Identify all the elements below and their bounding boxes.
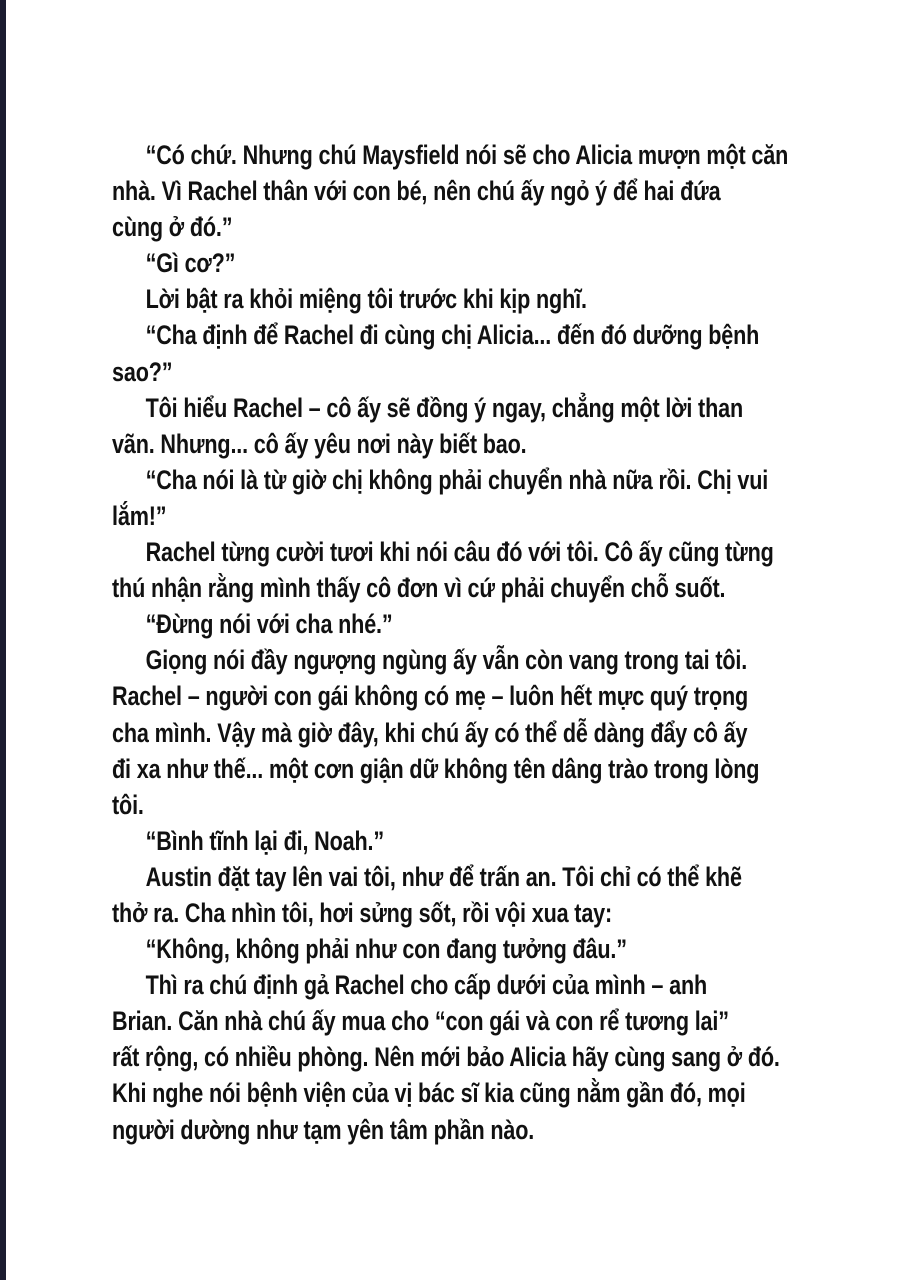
text-line: đi xa như thế... một cơn giận dữ không tên dâng trào trong lòng bbox=[112, 753, 760, 784]
text-line: tôi. bbox=[112, 789, 144, 820]
text-line: “Cha nói là từ giờ chị không phải chuyển nhà nữa rồi. Chị vui bbox=[145, 464, 769, 495]
text-line: Tôi hiểu Rachel – cô ấy sẽ đồng ý ngay, chẳng một lời than bbox=[145, 392, 743, 423]
text-line: Khi nghe nói bệnh viện của vị bác sĩ kia cũng nằm gần đó, mọi bbox=[112, 1078, 746, 1109]
text-line: sao?” bbox=[112, 356, 173, 387]
text-line: rất rộng, có nhiều phòng. Nên mới bảo Alicia hãy cùng sang ở đó. bbox=[112, 1042, 780, 1073]
document-page bbox=[112, 137, 832, 1148]
text-line: “Gì cơ?” bbox=[145, 248, 236, 279]
text-line: thở ra. Cha nhìn tôi, hơi sửng sốt, rồi vội xua tay: bbox=[112, 897, 613, 928]
text-line: nhà. Vì Rachel thân với con bé, nên chú ấy ngỏ ý để hai đứa bbox=[112, 176, 721, 207]
text-line: Rachel từng cười tươi khi nói câu đó với tôi. Cô ấy cũng từng bbox=[145, 537, 774, 568]
text-line: lắm!” bbox=[112, 500, 167, 531]
text-line: vãn. Nhưng... cô ấy yêu nơi này biết bao. bbox=[112, 428, 527, 459]
text-line: cùng ở đó.” bbox=[112, 212, 233, 243]
text-line: “Không, không phải như con đang tưởng đâu.” bbox=[145, 934, 627, 965]
text-line: Lời bật ra khỏi miệng tôi trước khi kịp nghĩ. bbox=[145, 284, 587, 315]
text-line: người dường như tạm yên tâm phần nào. bbox=[112, 1114, 535, 1145]
text-line: “Bình tĩnh lại đi, Noah.” bbox=[145, 825, 384, 856]
text-line: cha mình. Vậy mà giờ đây, khi chú ấy có thể dễ dàng đẩy cô ấy bbox=[112, 717, 748, 748]
text-line: “Có chứ. Nhưng chú Maysfield nói sẽ cho Alicia mượn một căn bbox=[145, 140, 789, 170]
text-line: Brian. Căn nhà chú ấy mua cho “con gái và con rể tương lai” bbox=[112, 1006, 729, 1037]
text-line: Thì ra chú định gả Rachel cho cấp dưới của mình – anh bbox=[145, 970, 708, 1001]
page-edge-strip bbox=[0, 0, 6, 1280]
text-line: “Đừng nói với cha nhé.” bbox=[145, 609, 393, 640]
text-line: Austin đặt tay lên vai tôi, như để trấn an. Tôi chỉ có thể khẽ bbox=[145, 861, 742, 892]
text-line: “Cha định để Rachel đi cùng chị Alicia... đến đó dưỡng bệnh bbox=[145, 320, 760, 351]
text-line: Rachel – người con gái không có mẹ – luôn hết mực quý trọng bbox=[112, 681, 749, 712]
text-line: Giọng nói đầy ngượng ngùng ấy vẫn còn vang trong tai tôi. bbox=[145, 645, 748, 676]
text-line: thú nhận rằng mình thấy cô đơn vì cứ phải chuyển chỗ suốt. bbox=[112, 573, 726, 604]
